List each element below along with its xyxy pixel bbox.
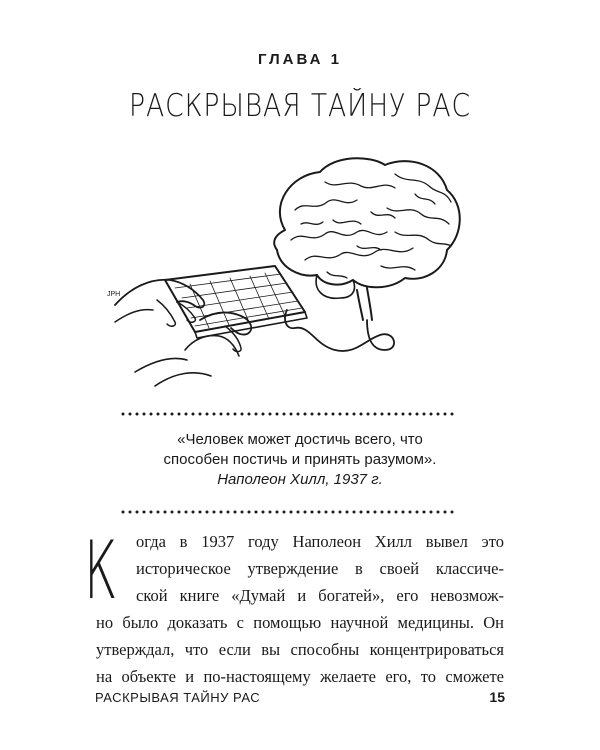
epigraph-quote: [100, 430, 500, 490]
body-line-1: огда в 1937 году Наполеон Хилл вывел это: [136, 532, 504, 551]
page-number: 15: [489, 689, 505, 705]
body-line-2: историческое утверждение в своей классиче-: [136, 559, 504, 578]
quote-line-1: «Человек может достичь всего, что: [177, 431, 423, 448]
quote-top-divider: [120, 411, 460, 417]
brain-keyboard-illustration: [95, 150, 475, 390]
drop-cap: К: [84, 524, 118, 617]
body-line-6: на объекте и по-настоящему желаете его, то сможете: [96, 667, 504, 686]
body-line-4: но было доказать с помощью научной медицины. Он: [96, 613, 504, 632]
body-line-5: утверждал, что если вы способны концентрироваться: [96, 640, 504, 659]
quote-bottom-divider: [120, 509, 460, 515]
body-line-3: ской книге «Думай и богатей», его невозмож-: [136, 586, 504, 605]
svg-text:JPH: JPH: [107, 291, 121, 298]
chapter-title: РАСКРЫВАЯ ТАЙНУ РАС: [129, 88, 471, 124]
quote-author: Наполеон Хилл, 1937 г.: [217, 471, 383, 488]
chapter-label: ГЛАВА 1: [258, 51, 342, 68]
running-title: РАСКРЫВАЯ ТАЙНУ РАС: [95, 690, 261, 705]
quote-line-2: способен постичь и принять разумом».: [163, 451, 437, 468]
